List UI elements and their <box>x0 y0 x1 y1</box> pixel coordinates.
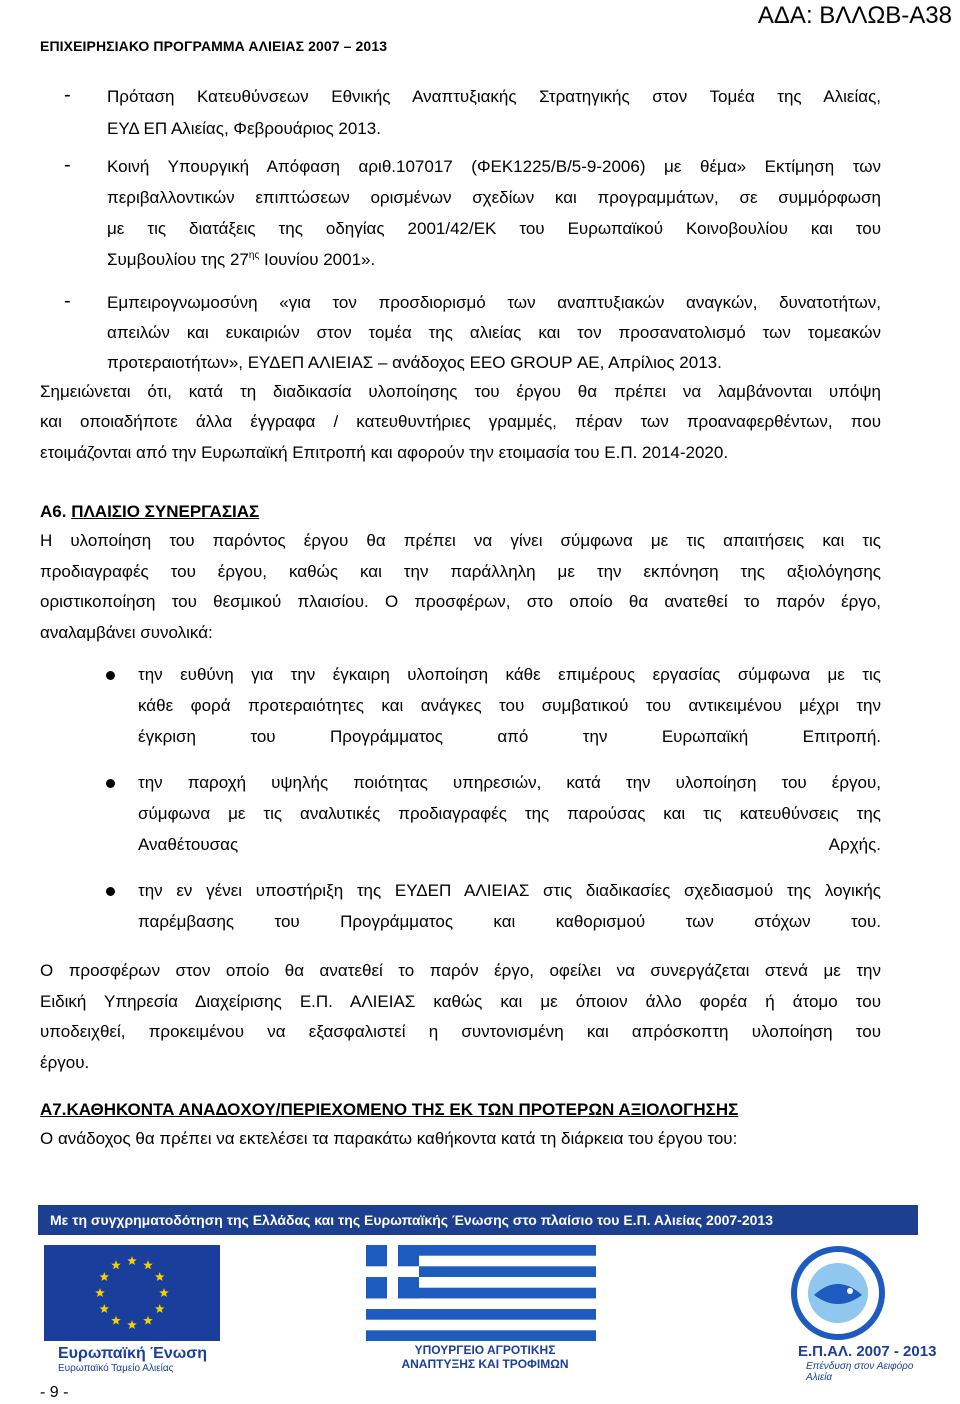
epal-sub-label: Επένδυση στον Αειφόρο Αλιεία <box>806 1361 914 1383</box>
note-line-3: ετοιμάζονται από την Ευρωπαϊκή Επιτροπή και αφορούν την ετοιμασία του Ε.Π. 2014-2020. <box>40 443 729 462</box>
ref-dash-1: - <box>64 84 71 106</box>
eu-sub-label: Ευρωπαϊκό Ταμείο Αλιείας <box>58 1363 174 1374</box>
ref-2-last-post: Ιουνίου 2001». <box>259 250 376 269</box>
eu-star <box>143 1316 153 1325</box>
ministry-line-1: ΥΠΟΥΡΓΕΙΟ ΑΓΡΟΤΙΚΗΣ <box>414 1343 556 1357</box>
bullet-1-line-3: έγκριση του Προγράμματος από την Ευρωπαϊκή Επιτροπή. <box>138 727 881 746</box>
a7-text: Ο ανάδοχος θα πρέπει να εκτελέσει τα παρακάτω καθήκοντα κατά τη διάρκεια του έργου του: <box>40 1129 738 1148</box>
a6-num: Α6. <box>40 502 72 521</box>
eu-star <box>155 1304 165 1313</box>
ref-2-line-3: με τις διατάξεις της οδηγίας 2001/42/ΕΚ του Ευρωπαϊκού Κοινοβουλίου και του <box>107 219 881 238</box>
eu-star <box>100 1272 110 1281</box>
eu-star <box>95 1288 105 1297</box>
bullet-2-line-3: Αναθέτουσας Αρχής. <box>138 835 881 854</box>
ref-3-line-1: Εμπειρογνωμοσύνη «για τον προσδιορισμό των αναπτυξιακών αναγκών, δυνατοτήτων, <box>107 293 881 312</box>
a6-para2-line-3: υποδειχθεί, προκειμένου να εξασφαλιστεί η συντονισμένη και απρόσκοπτη υλοποίηση του <box>40 1022 881 1041</box>
epal-logo-icon <box>778 1243 898 1343</box>
a7-heading: Α7.ΚΑΘΗΚΟΝΤΑ ΑΝΑΔΟΧΟΥ/ΠΕΡΙΕΧΟΜΕΝΟ ΤΗΣ ΕΚ ΤΩΝ ΠΡΟΤΕΡΩΝ ΑΞΙΟΛΟΓΗΣΗΣ <box>40 1100 739 1119</box>
header-ada: ΑΔΑ: ΒΛΛΩΒ-Α38 <box>757 2 952 29</box>
bullet-2-line-1: την παροχή υψηλής ποιότητας υπηρεσιών, κατά την υλοποίηση του έργου, <box>138 773 881 792</box>
a6-para-line-3: οριστικοποίηση του θεσμικού πλαισίου. Ο προσφέρων, στο οποίο θα ανατεθεί το παρόν έργο, <box>40 592 881 611</box>
ref-dash-3: - <box>64 290 71 312</box>
a6-para2-line-2: Ειδική Υπηρεσία Διαχείρισης Ε.Π. ΑΛΙΕΙΑΣ καθώς και με όποιον άλλο φορέα ή άτομο του <box>40 992 881 1011</box>
banner-caption: Με τη συγχρηματοδότηση της Ελλάδας και της Ευρωπαϊκής Ένωσης στο πλαίσιο του Ε.Π. Αλιείας 2007-2013 <box>38 1205 918 1235</box>
eu-star <box>111 1260 121 1269</box>
greek-flag-icon <box>366 1245 596 1341</box>
eu-star <box>143 1260 153 1269</box>
bullet-dot-2 <box>106 779 115 788</box>
ref-2-last-pre: Συμβουλίου της 27 <box>107 250 249 269</box>
bullet-dot-1 <box>106 671 115 680</box>
ministry-label <box>390 1343 580 1371</box>
ref-2-sup: ης <box>248 250 260 261</box>
bullet-2-line-2: σύμφωνα με τις αναλυτικές προδιαγραφές της παρούσας και τις κατευθύνσεις της <box>138 804 881 823</box>
ministry-line-2: ΑΝΑΠΤΥΞΗΣ ΚΑΙ ΤΡΟΦΙΜΩΝ <box>401 1357 569 1371</box>
bullet-1-line-1: την ευθύνη για την έγκαιρη υλοποίηση κάθε επιμέρους εργασίας σύμφωνα με τις <box>138 665 881 684</box>
funding-banner <box>38 1205 937 1383</box>
epal-label: Ε.Π.ΑΛ. 2007 - 2013 <box>798 1343 937 1360</box>
eu-star <box>155 1272 165 1281</box>
note-line-2: και οποιαδήποτε άλλα έγγραφα / κατευθυντήριες γραμμές, πέραν των προαναφερθέντων, που <box>40 412 881 431</box>
ref-2-line-1: Κοινή Υπουργική Απόφαση αριθ.107017 (ΦΕΚ1225/Β/5-9-2006) με θέμα» Εκτίμηση των <box>107 157 881 176</box>
header-program: ΕΠΙΧΕΙΡΗΣΙΑΚΟ ΠΡΟΓΡΑΜΜΑ ΑΛΙΕΙΑΣ 2007 – 2013 <box>40 38 388 54</box>
ref-1-line-1: Πρόταση Κατευθύνσεων Εθνικής Αναπτυξιακής Στρατηγικής στον Τομέα της Αλιείας, <box>107 87 881 106</box>
eu-star <box>111 1316 121 1325</box>
bullet-3-line-1: την εν γένει υποστήριξη της ΕΥΔΕΠ ΑΛΙΕΙΑΣ στις διαδικασίες σχεδιασμού της λογικής <box>138 881 881 900</box>
a6-para2-line-1: Ο προσφέρων στον οποίο θα ανατεθεί το παρόν έργο, οφείλει να συνεργάζεται στενά με την <box>40 961 881 980</box>
a6-para-line-4: αναλαμβάνει συνολικά: <box>40 623 213 642</box>
a6-title: ΠΛΑΙΣΙΟ ΣΥΝΕΡΓΑΣΙΑΣ <box>71 502 260 521</box>
a6-para-line-2: προδιαγραφές του έργου, καθώς και την παράλληλη με την εκπόνηση της αξιολόγησης <box>40 562 881 581</box>
a6-heading <box>40 501 259 523</box>
ref-1-line-2: ΕΥΔ ΕΠ Αλιείας, Φεβρουάριος 2013. <box>107 119 381 138</box>
note-line-1: Σημειώνεται ότι, κατά τη διαδικασία υλοποίησης του έργου θα πρέπει να λαμβάνονται υπόψη <box>40 382 881 401</box>
ref-3-line-3: προτεραιοτήτων», ΕΥΔΕΠ ΑΛΙΕΙΑΣ – ανάδοχος ΕΕΟ GROUP ΑΕ, Απρίλιος 2013. <box>107 353 722 372</box>
ref-2-line-2: περιβαλλοντικών επιπτώσεων ορισμένων σχεδίων και προγραμμάτων, σε συμμόρφωση <box>107 188 881 207</box>
a6-para2-line-4: έργου. <box>40 1053 90 1072</box>
eu-star <box>127 1256 137 1265</box>
eu-flag <box>44 1245 220 1341</box>
eu-label: Ευρωπαϊκή Ένωση <box>58 1345 207 1362</box>
ref-2-line-4 <box>107 249 881 271</box>
bullet-3-line-2: παρέμβασης του Προγράμματος και καθορισμού των στόχων του. <box>138 912 881 931</box>
eu-star <box>159 1288 169 1297</box>
ref-3-line-2: απειλών και ευκαιριών στον τομέα της αλιείας και τον προσανατολισμό των τομεακών <box>107 323 881 342</box>
eu-star <box>127 1320 137 1329</box>
bullet-dot-3 <box>106 887 115 896</box>
eu-stars-icon <box>44 1245 220 1341</box>
eu-star <box>100 1304 110 1313</box>
a6-para-line-1: Η υλοποίηση του παρόντος έργου θα πρέπει να γίνει σύμφωνα με τις απαιτήσεις και τις <box>40 531 881 550</box>
page-number: - 9 - <box>40 1384 69 1401</box>
ref-dash-2: - <box>64 154 71 176</box>
bullet-1-line-2: κάθε φορά προτεραιότητες και ανάγκες του συμβατικού του αντικειμένου μέχρι την <box>138 696 881 715</box>
